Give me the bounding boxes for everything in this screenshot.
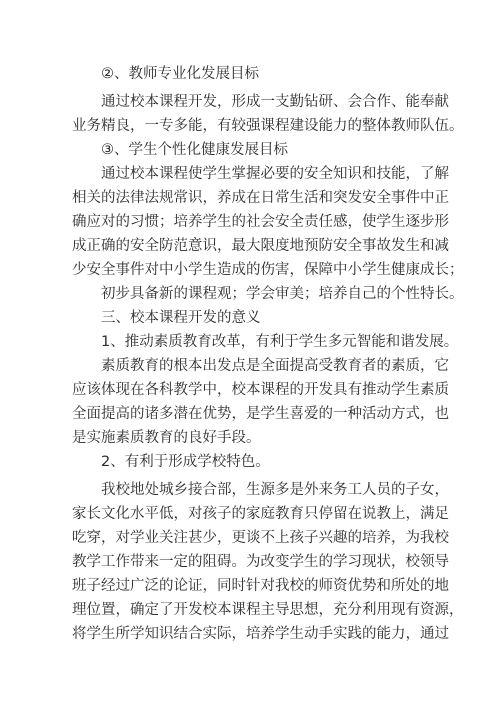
paragraph-line: 少安全事件对中小学生造成的伤害，保障中小学生健康成长； xyxy=(72,262,464,278)
paragraph-line: 是实施素质教育的良好手段。 xyxy=(72,430,261,446)
numbered-point-1: 1、推动素质教育改革，有利于学生多元智能和谐发展。 xyxy=(101,334,459,350)
paragraph-line: 家长文化水平低，对孩子的家庭教育只停留在说教上，满足 xyxy=(72,506,449,522)
paragraph-line: 确应对的习惯；培养学生的社会安全责任感，使学生逐步形 xyxy=(72,214,449,230)
paragraph-line: 相关的法律法规常识，养成在日常生活和突发安全事件中正 xyxy=(72,190,449,206)
section-heading-significance: 三、校本课程开发的意义 xyxy=(101,310,261,326)
section-heading-teacher-goal: ②、教师专业化发展目标 xyxy=(101,66,259,82)
paragraph-line: 通过校本课程使学生掌握必要的安全知识和技能，了解 xyxy=(101,166,449,182)
section-heading-student-goal: ③、学生个性化健康发展目标 xyxy=(101,142,288,158)
paragraph-line: 业务精良，一专多能，有较强课程建设能力的整体教师队伍。 xyxy=(72,118,464,134)
paragraph-line: 吃穿，对学业关注甚少，更谈不上孩子兴趣的培养，为我校 xyxy=(72,530,449,546)
paragraph-line: 通过校本课程开发，形成一支勤钻研、会合作、能奉献 xyxy=(101,94,449,110)
paragraph-line: 我校地处城乡接合部，生源多是外来务工人员的子女， xyxy=(101,482,449,498)
paragraph-line: 教学工作带来一定的阻碍。为改变学生的学习现状，校领导 xyxy=(72,554,449,570)
paragraph-line: 班子经过广泛的论证，同时针对我校的师资优势和所处的地 xyxy=(72,578,449,594)
paragraph-line: 素质教育的根本出发点是全面提高受教育者的素质，它 xyxy=(101,358,449,374)
paragraph-line: 应该体现在各科教学中，校本课程的开发具有推动学生素质 xyxy=(72,382,449,398)
paragraph-line: 成正确的安全防范意识，最大限度地预防安全事故发生和减 xyxy=(72,238,449,254)
paragraph-line: 理位置，确定了开发校本课程主导思想，充分利用现有资源， xyxy=(72,602,464,618)
paragraph-line: 初步具备新的课程观；学会审美；培养自己的个性特长。 xyxy=(101,286,464,302)
paragraph-line: 将学生所学知识结合实际，培养学生动手实践的能力，通过 xyxy=(72,626,449,642)
numbered-point-2: 2、有利于形成学校特色。 xyxy=(101,454,270,470)
paragraph-line: 全面提高的诸多潜在优势，是学生喜爱的一种活动方式，也 xyxy=(72,406,449,422)
